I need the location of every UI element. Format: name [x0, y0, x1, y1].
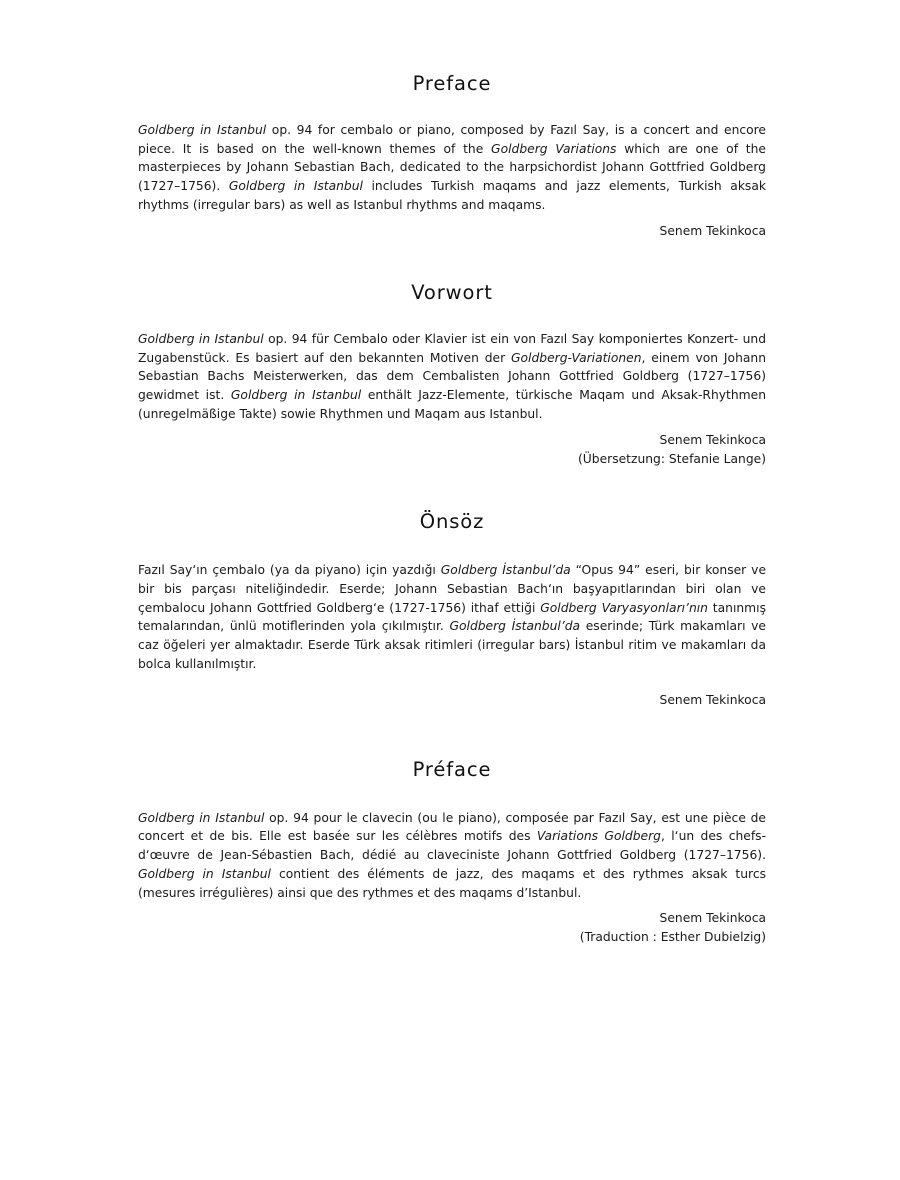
section-paragraph: Goldberg in Istanbul op. 94 for cembalo or piano, composed by Fazıl Say, is a concert and encore piece. It is based on the well-known themes of the Goldberg Variations which are one of the masterpieces by Johann Sebastian Bach, dedicated to the harpsichordist Johann Gottfried Goldberg (1727–1756). Goldberg in Istanbul includes Turkish maqams and jazz elements, Turkish aksak rhythms (irregular bars) as well as Istanbul rhythms and maqams.: [138, 123, 767, 212]
section-title: Vorwort: [411, 280, 493, 304]
section-onsoz-tr: [138, 510, 766, 710]
section-paragraph: Fazıl Say‘ın çembalo (ya da piyano) için yazdığı Goldberg İstanbul’da “Opus 94” eseri, bir konser ve bir bis parçası niteliğindedir. Eserde; Johann Sebastian Bach‘ın başyapıtlarından biri olan ve çembalocu Johann Gottfried Goldberg‘e (1727-1756) ithaf ettiği Goldberg Varyasyonları’nın tanınmış temalarından, ünlü motiflerinden yola çıkılmıştır. Goldberg İstanbul’da eserinde; Türk makamları ve caz öğeleri yer almaktadır. Eserde Türk aksak ritimleri (irregular bars) İstanbul ritim ve makamları da bolca kullanılmıştır.: [138, 563, 767, 671]
section-title: Preface: [412, 72, 492, 95]
section-credit-author: Senem Tekinkoca: [659, 693, 766, 708]
section-title: Önsöz: [419, 510, 485, 534]
section-credit-author: Senem Tekinkoca: [659, 224, 766, 239]
section-paragraph: Goldberg in Istanbul op. 94 pour le clavecin (ou le piano), composée par Fazıl Say, est une pièce de concert et de bis. Elle est basée sur les célèbres motifs des Variations Goldberg, l‘un des chefs-d‘œuvre de Jean-Sébastien Bach, dédié au claveciniste Johann Gottfried Goldberg (1727–1756). Goldberg in Istanbul contient des éléments de jazz, des maqams et des rythmes aksak turcs (mesures irrégulières) ainsi que des rythmes et des maqams d’Istanbul.: [138, 810, 767, 900]
section-vorwort-de: [138, 281, 766, 468]
section-credit-author: Senem Tekinkoca: [659, 911, 766, 926]
section-title: Préface: [412, 757, 492, 781]
section-preface-en: [138, 72, 766, 241]
section-credit-translator: (Übersetzung: Stefanie Lange): [577, 451, 766, 466]
section-paragraph: Goldberg in Istanbul op. 94 für Cembalo oder Klavier ist ein von Fazıl Say komponiertes Konzert- und Zugabenstück. Es basiert auf den bekannten Motiven der Goldberg-Variationen, einem von Johann Sebastian Bachs Meisterwerken, das dem Cembalisten Johann Gottfried Goldberg (1727–1756) gewidmet ist. Goldberg in Istanbul enthält Jazz-Elemente, türkische Maqam und Aksak-Rhythmen (unregelmäßige Takte) sowie Rhythmen und Maqam aus Istanbul.: [138, 331, 766, 421]
page-content: [138, 72, 766, 946]
section-credit-translator: (Traduction : Esther Dubielzig): [579, 929, 766, 944]
section-credit-author: Senem Tekinkoca: [659, 433, 766, 448]
section-preface-fr: [138, 758, 766, 946]
